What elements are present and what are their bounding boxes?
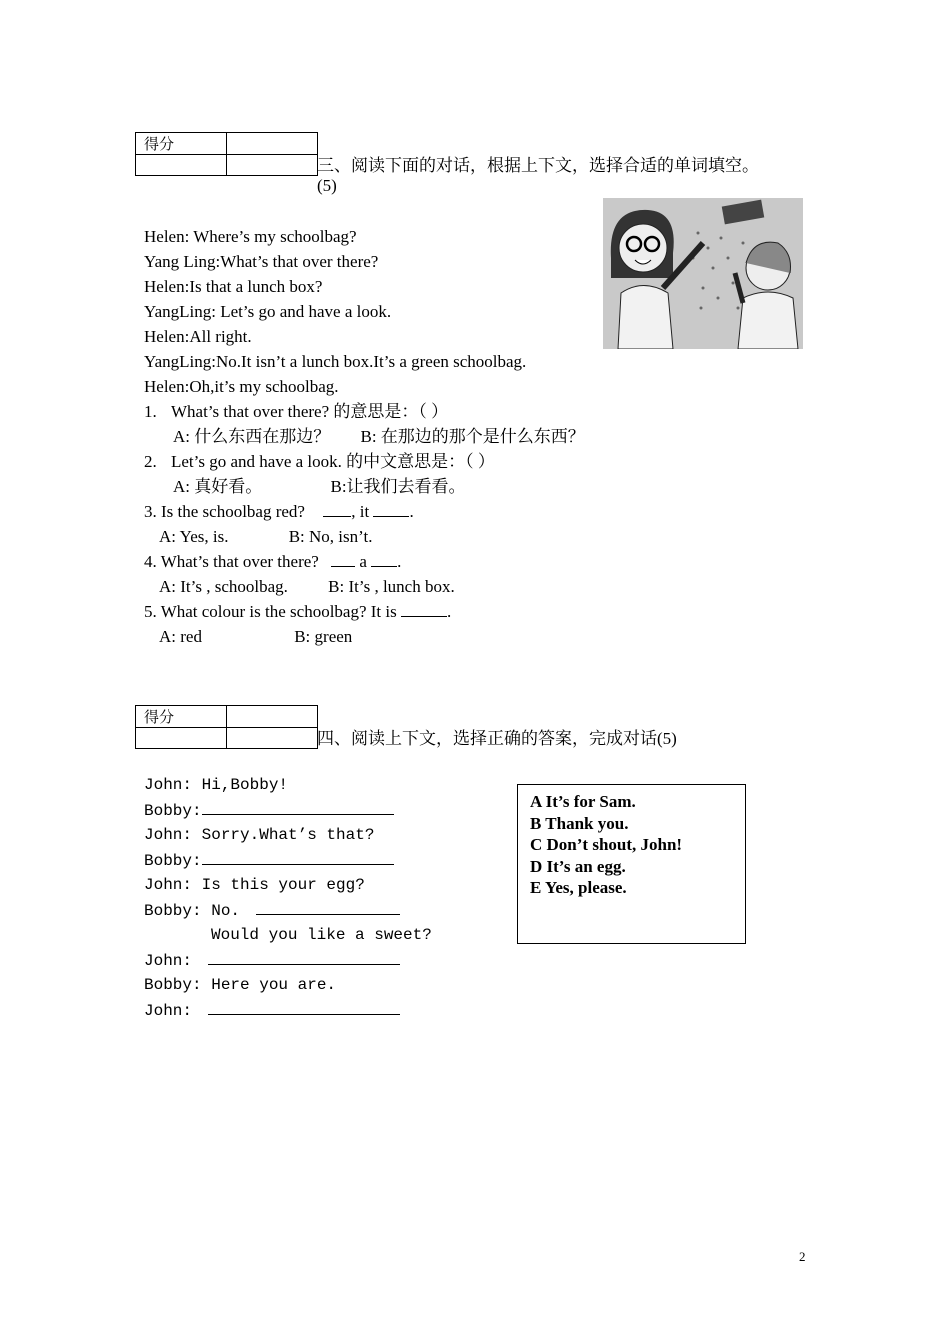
- answer-options-box: [517, 784, 746, 944]
- dialogue-line: John: Sorry.What’s that?: [144, 826, 375, 844]
- answer-blank[interactable]: [202, 798, 394, 815]
- score-table-section4: [135, 705, 318, 749]
- dialogue-line: Bobby: Here you are.: [144, 976, 337, 994]
- dialogue-line: Helen: Where’s my schoolbag?: [144, 227, 357, 246]
- dialogue-line: YangLing: Let’s go and have a look.: [144, 302, 392, 321]
- option-a: A: It’s , schoolbag.: [159, 577, 288, 596]
- question-4: [144, 549, 401, 574]
- score-label: 得分: [136, 133, 227, 155]
- question-4-options: [159, 574, 455, 599]
- option-item: A It’s for Sam.: [530, 792, 636, 811]
- question-2: [144, 449, 495, 474]
- answer-blank[interactable]: [256, 898, 400, 915]
- option-b: B: It’s , lunch box.: [328, 577, 455, 596]
- answer-blank[interactable]: [331, 550, 355, 567]
- score-cell: [227, 155, 318, 176]
- section3-points: (5): [317, 176, 337, 195]
- question-3-options: [159, 524, 372, 549]
- answer-blank[interactable]: [323, 500, 351, 517]
- question-text-mid: a: [359, 552, 367, 571]
- dialogue-line: Bobby:: [144, 848, 394, 874]
- dialogue-line: John: Is this your egg?: [144, 876, 365, 894]
- option-b: B: green: [294, 627, 353, 646]
- dialogue-line: Would you like a sweet?: [211, 926, 432, 944]
- score-cell: [227, 133, 318, 155]
- question-text-end: .: [447, 602, 452, 621]
- option-a: A: red: [159, 627, 202, 646]
- question-text: 3. Is the schoolbag red?: [144, 502, 305, 521]
- score-cell: [227, 706, 318, 728]
- dialogue-line: Helen:Oh,it’s my schoolbag.: [144, 377, 339, 396]
- option-item: B Thank you.: [530, 813, 629, 833]
- question-2-options: [173, 474, 466, 499]
- question-5-options: [159, 624, 352, 649]
- question-number: 2.: [144, 452, 157, 471]
- question-number: 1.: [144, 402, 157, 421]
- question-text-mid: , it: [351, 502, 370, 521]
- question-text: 5. What colour is the schoolbag? It is: [144, 602, 397, 621]
- answer-blank[interactable]: [208, 948, 400, 965]
- score-table-section3: [135, 132, 318, 176]
- dialogue-line: Yang Ling:What’s that over there?: [144, 252, 379, 271]
- dialogue-line: John:: [144, 998, 400, 1024]
- score-cell: [136, 155, 227, 176]
- score-cell: [227, 728, 318, 749]
- score-label: 得分: [136, 706, 227, 728]
- question-text: Let’s go and have a look. 的中文意思是：（ ）: [171, 452, 495, 471]
- option-a: A: 什么东西在那边？: [173, 427, 331, 446]
- option-b: B: No, isn’t.: [288, 527, 373, 546]
- dialogue-line: Bobby: No.: [144, 898, 400, 924]
- option-b: B: 在那边的那个是什么东西？: [360, 427, 585, 446]
- answer-blank[interactable]: [371, 550, 397, 567]
- option-a: A: 真好看。: [173, 477, 263, 496]
- score-cell: [136, 728, 227, 749]
- answer-blank[interactable]: [202, 848, 394, 865]
- dialogue-line: Helen:Is that a lunch box?: [144, 277, 323, 296]
- option-a: A: Yes, is.: [159, 527, 229, 546]
- dialogue-line: John: Hi,Bobby!: [144, 776, 289, 794]
- question-text: What’s that over there? 的意思是：（ ）: [171, 402, 449, 421]
- question-text-end: .: [397, 552, 402, 571]
- question-text-end: .: [409, 502, 414, 521]
- option-b: B:让我们去看看。: [330, 477, 466, 496]
- question-5: [144, 599, 451, 624]
- dialogue-line: Bobby:: [144, 798, 394, 824]
- section3-heading: 三、阅读下面的对话，根据上下文，选择合适的单词填空。: [317, 156, 759, 175]
- dialogue-line: YangLing:No.It isn’t a lunch box.It’s a green schoolbag.: [144, 352, 527, 371]
- section4-heading: 四、阅读上下文，选择正确的答案，完成对话(5): [317, 729, 677, 748]
- option-item: E Yes, please.: [530, 878, 627, 897]
- question-3: [144, 499, 414, 524]
- dialogue-line: Helen:All right.: [144, 327, 252, 346]
- question-1-options: [173, 424, 585, 449]
- question-1: [144, 399, 448, 424]
- question-text: 4. What’s that over there?: [144, 552, 319, 571]
- illustration-two-girls: [603, 198, 803, 349]
- answer-blank[interactable]: [208, 998, 400, 1015]
- dialogue-line: John:: [144, 948, 400, 974]
- answer-blank[interactable]: [401, 600, 447, 617]
- answer-blank[interactable]: [373, 500, 409, 517]
- page-number: 2: [799, 1249, 806, 1264]
- option-item: D It’s an egg.: [530, 856, 626, 876]
- option-item: C Don’t shout, John!: [530, 835, 683, 854]
